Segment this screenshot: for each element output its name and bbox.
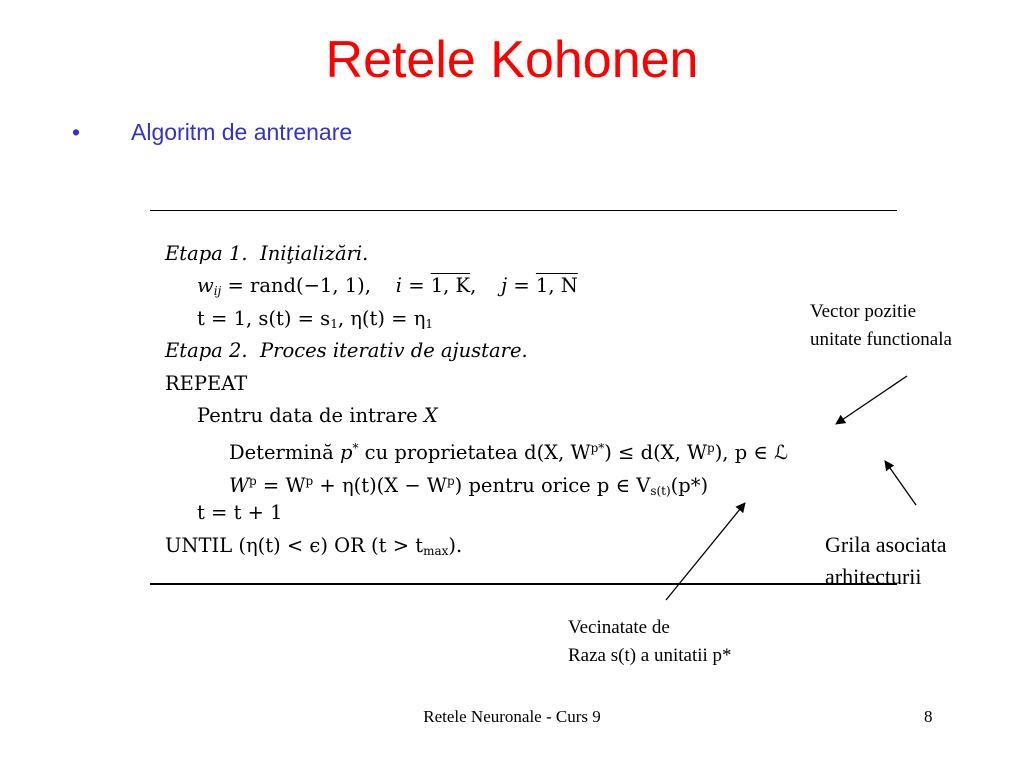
until-line: UNTIL (η(t) < ϵ) OR $(t > t_{max})$. [165,533,463,558]
update-line: $W^p = W^p + \eta(t)(X - W^p)$ pentru orice p ∈ $V_{s(t)}(p*)$ [229,473,709,498]
annotation-grila-asociata: Grila asociata arhitecturii [825,532,947,589]
bullet-icon: • [72,119,81,145]
pentru-line: Pentru data de intrare X [197,403,438,427]
etapa1-heading: Etapa 1. Iniţializări. [165,242,369,265]
arrow-vector-to-L [836,376,907,424]
init-params-line: t = 1, $s(t) = s_1$, $\eta(t) = \eta_1$ [197,306,434,331]
bullet-text: Algoritm de antrenare [131,119,353,145]
annotation-vector-pozitie: Vector pozitie unitate functionala [810,301,952,350]
footer-course: Retele Neuronale - Curs 9 [423,707,601,726]
repeat-keyword: REPEAT [165,371,248,395]
determina-line: Determină p* cu proprietatea d(X, $W^{p*}) \le d(X$, $W^p$), p ∈ ℒ [229,441,789,465]
annotation-vecinatate: Vecinatate de Raza s(t) a unitatii p* [568,617,732,666]
arrow-vecin-to-V [666,503,745,600]
slide-title: Retele Kohonen [325,31,699,89]
etapa2-heading: Etapa 2. Proces iterativ de ajustare. [165,339,528,363]
init-weights-line: $w_{ij}$ = rand(−1, 1), i = 1, K, j = 1, N [197,274,578,299]
increment-line: t = t + 1 [197,501,283,525]
arrow-grila-to-L [885,461,916,505]
page-number: 8 [924,707,933,726]
